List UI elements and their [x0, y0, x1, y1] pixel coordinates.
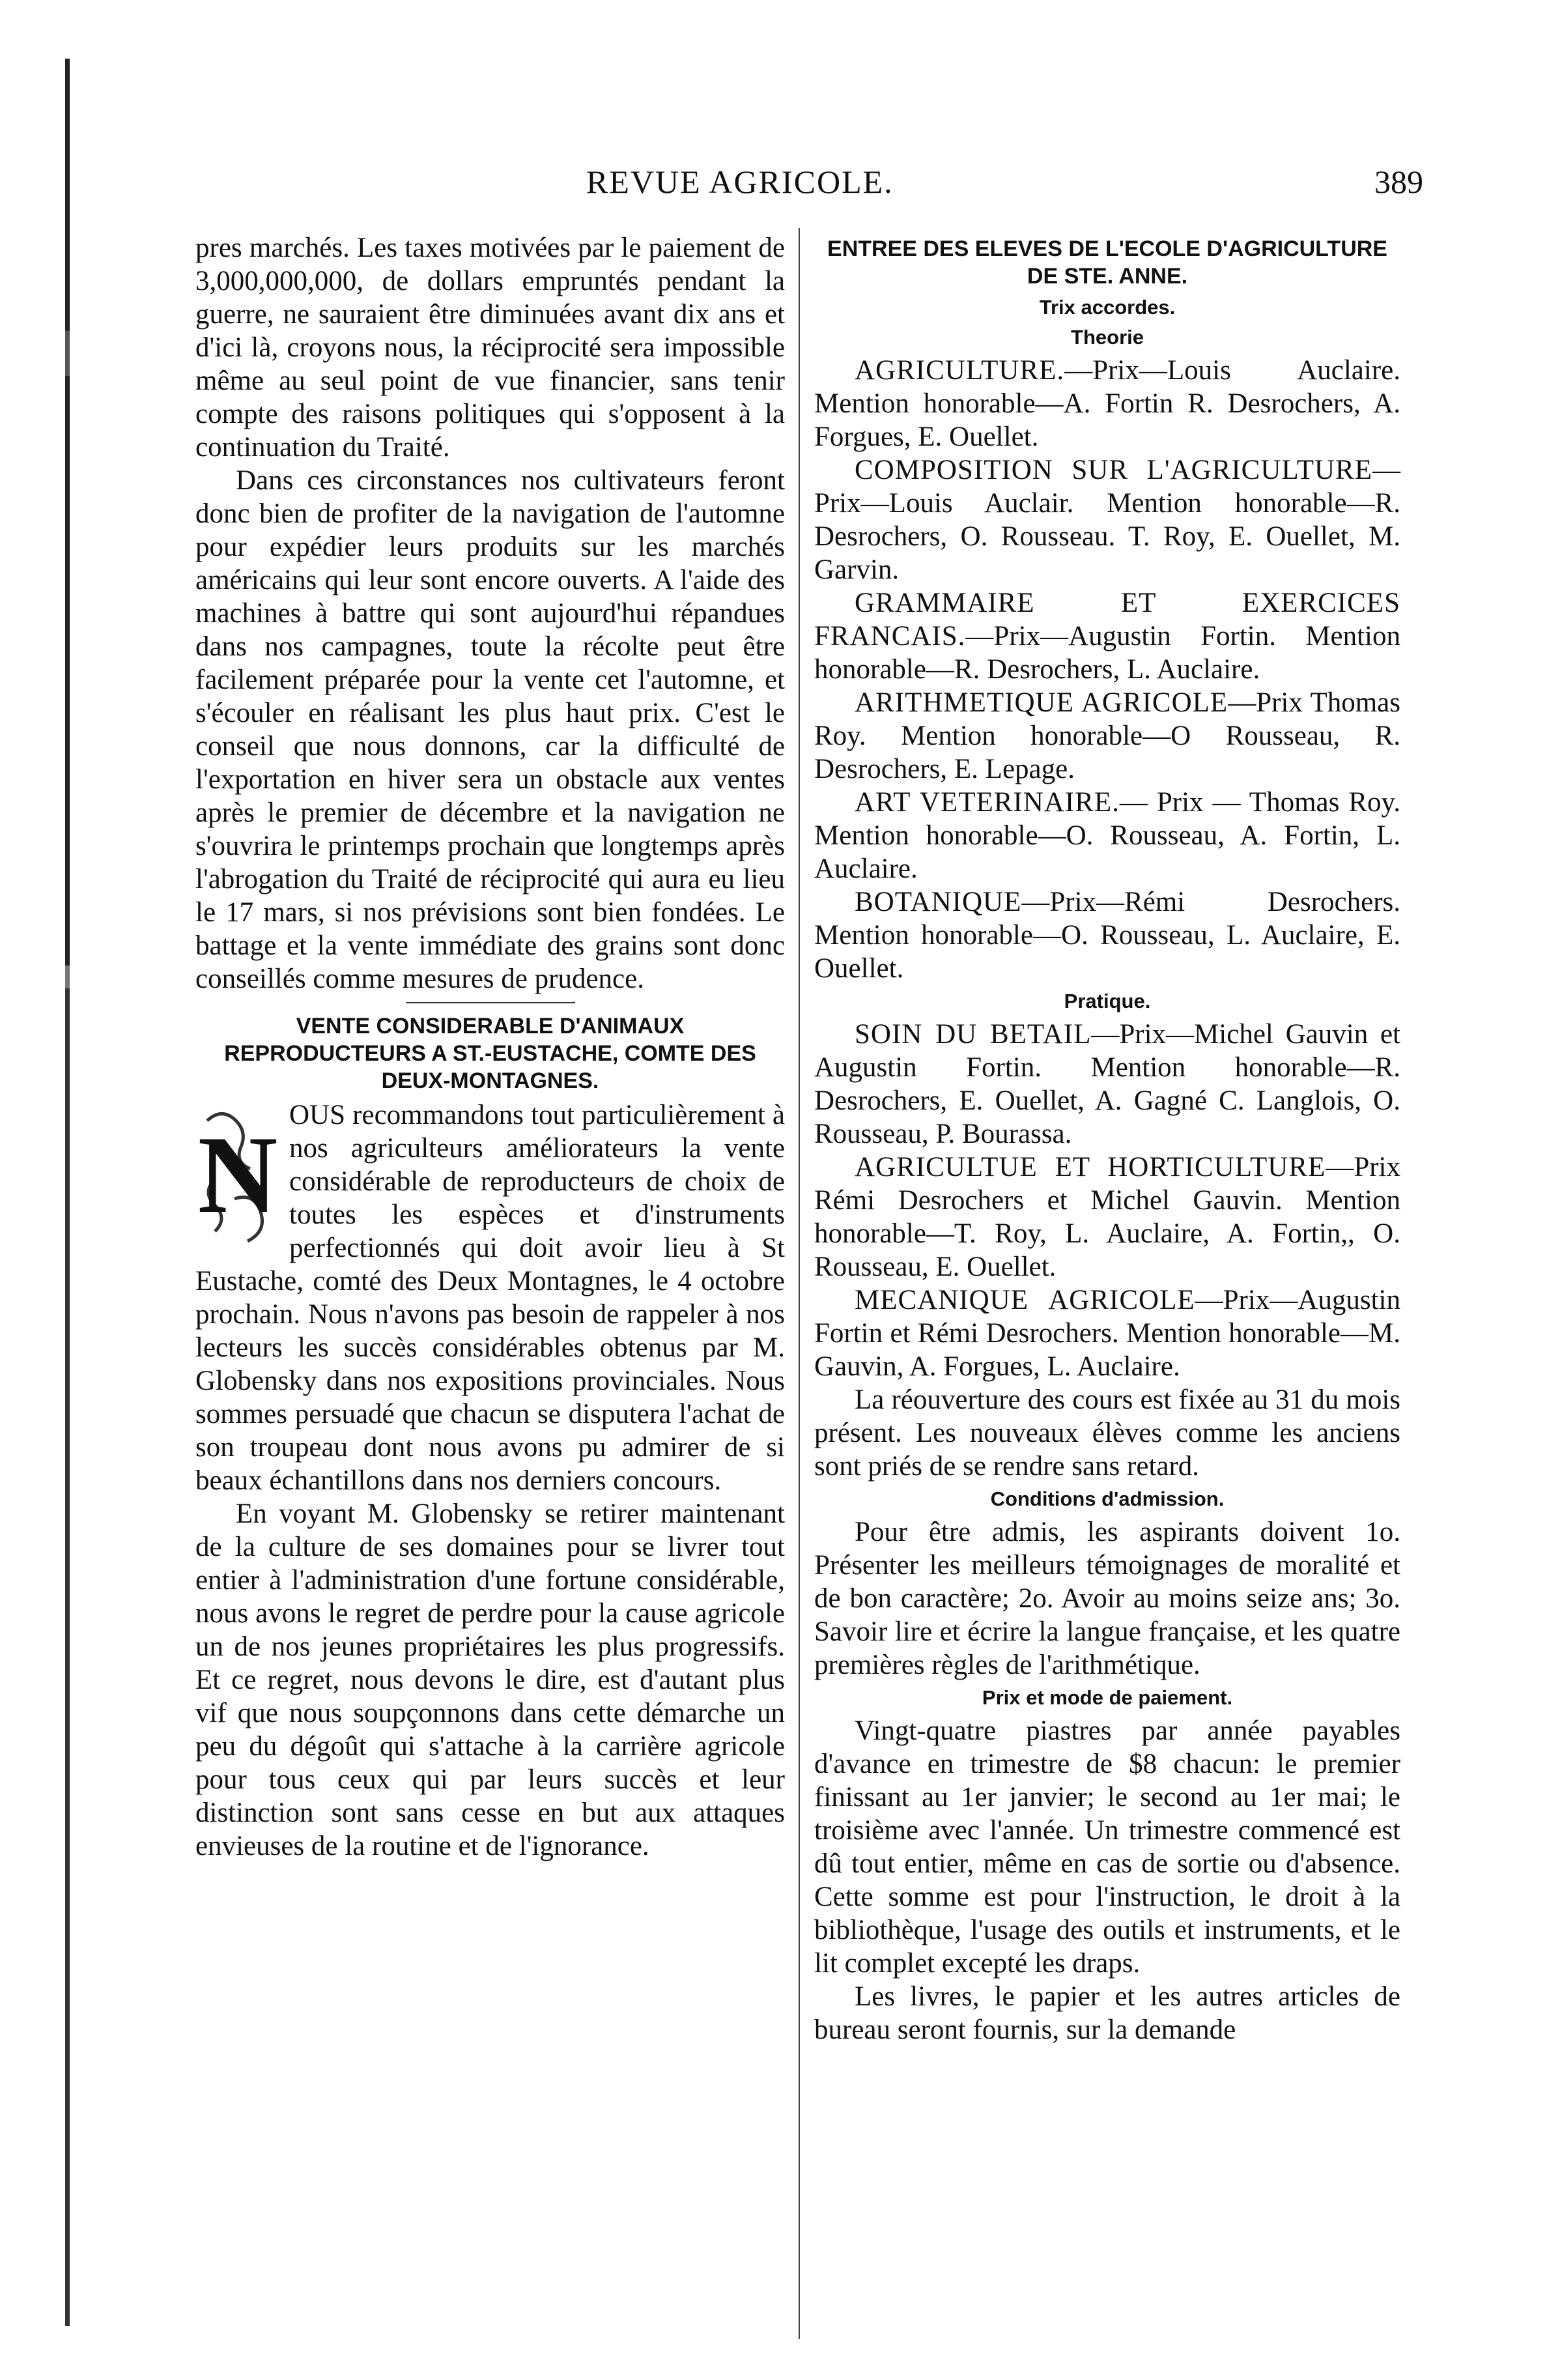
entry-text: —Prix—Michel Gauvin et Augustin Fortin. Mention honorable—R. Desrochers, E. Ouellet, A. Gagné C. Langlois, O. Rousseau, P. Bourassa.: [814, 1019, 1400, 1149]
left-column: [195, 231, 785, 1863]
subheading: Trix accordes.: [1039, 296, 1176, 319]
prize-entry: [814, 1151, 1400, 1283]
prize-entry: [814, 885, 1400, 985]
paragraph: OUS recommandons tout particulièrement à nos agriculteurs améliorateurs la vente considérable de reproducteurs de choix de toutes les espèces et d'instruments perfectionnés qui doit avoir lieu à St Eustache, comté des Deux Montagnes, le 4 octobre prochain. Nous n'avons pas besoin de rappeler à nos lecteurs les succès considérables obtenus par M. Globensky dans nos expositions provinciales. Nous sommes persuadé que chacun se disputera l'achat de son troupeau dont nous avons pu admirer de si beaux échantillons dans nos derniers concours.: [195, 1100, 785, 1496]
paragraph: pres marchés. Les taxes motivées par le paiement de 3,000,000,000, de dollars empruntés pendant la guerre, ne sauraient être diminuées avant dix ans et d'ici là, croyons nous, la réciprocité sera impossible même au seul point de vue financier, sans tenir compte des raisons politiques qui s'opposent à la continuation du Traité.: [195, 233, 785, 463]
entry-text: —Prix Rémi Desrochers et Michel Gauvin. Mention honorable—T. Roy, L. Auclaire, A. Fortin,, O. Rousseau, E. Ouellet.: [814, 1152, 1400, 1282]
subheading: Prix et mode de paiement.: [982, 1686, 1233, 1709]
prize-entry: [814, 1283, 1400, 1383]
subheading: Conditions d'admission.: [990, 1487, 1225, 1510]
entry-label: GRAMMAIRE ET EXERCICES FRANCAIS.: [814, 588, 1400, 652]
paragraph: En voyant M. Globensky se retirer maintenant de la culture de ses domaines pour se livrer tout entier à l'administration d'une fortune considérable, nous avons le regret de perdre pour la cause agricole un de nos jeunes propriétaires les plus progressifs. Et ce regret, nous devons le dire, est d'autant plus vif que nous soupçonnons dans cette démarche un peu du dégoût qui s'attache à la carrière agricole pour tous ceux qui par leurs succès et leur distinction sont sans cesse en but aux attaques envieuses de la routine et de l'ignorance.: [195, 1498, 785, 1861]
entry-text: —Prix Thomas Roy. Mention honorable—O Rousseau, R. Desrochers, E. Lepage.: [814, 687, 1400, 784]
entry-label: ARITHMETIQUE AGRICOLE: [855, 687, 1228, 718]
subheading: Pratique.: [1064, 990, 1151, 1012]
entry-text: —Prix—Augustin Fortin et Rémi Desrochers. Mention honorable—M. Gauvin, A. Forgues, L. Auclaire.: [814, 1285, 1400, 1382]
prize-entry: [814, 686, 1400, 786]
entry-label: AGRICULTURE.: [855, 355, 1065, 386]
right-column: [814, 231, 1400, 2046]
entry-label: COMPOSITION SUR L'AGRICULTURE: [855, 455, 1372, 485]
initial-letter: N: [197, 1113, 278, 1236]
paragraph: Dans ces circonstances nos cultivateurs feront donc bien de profiter de la navigation de l'automne pour expédier leurs produits sur les marchés américains qui leur sont encore ouverts. A l'aide des machines à battre qui sont aujourd'hui répandues dans nos campagnes, toute la récolte peut être facilement préparée pour la vente cet l'automne, et s'écouler en réalisant les plus haut prix. C'est le conseil que nous donnons, car la difficulté de l'exportation en hiver sera un obstacle aux ventes après le premier de décembre et la navigation ne s'ouvrira le printemps prochain que longtemps après l'abrogation du Traité de réciprocité qui aura eu lieu le 17 mars, si nos prévisions sont bien fondées. Le battage et la vente immédiate des grains sont donc conseillés comme mesures de prudence.: [195, 465, 785, 994]
page-number: 389: [1374, 164, 1423, 200]
page-edge-shadow: [65, 59, 70, 2326]
section-rule: [406, 1002, 575, 1003]
entry-text: —Prix—Rémi Desrochers. Mention honorable—O. Rousseau, L. Auclaire, E. Ouellet.: [814, 887, 1400, 984]
prize-entry: [814, 354, 1400, 453]
prize-entry: [814, 453, 1400, 586]
entry-text: —Prix—Louis Auclair. Mention honorable—R. Desrochers, O. Rousseau. T. Roy, E. Ouellet, M. Garvin.: [814, 455, 1400, 585]
section-heading: ENTREE DES ELEVES DE L'ECOLE D'AGRICULTURE DE STE. ANNE.: [827, 237, 1387, 289]
subheading: Theorie: [1071, 326, 1144, 349]
entry-text: —Prix—Augustin Fortin. Mention honorable—R. Desrochers, L. Auclaire.: [814, 621, 1400, 685]
paragraph: Pour être admis, les aspirants doivent 1o. Présenter les meilleurs témoignages de moralité et de bon caractère; 2o. Avoir au moins seize ans; 3o. Savoir lire et écrire la langue française, et les quatre premières règles de l'arithmétique.: [814, 1517, 1400, 1680]
entry-label: SOIN DU BETAIL: [855, 1019, 1092, 1050]
prize-entry: [814, 586, 1400, 686]
entry-label: BOTANIQUE: [855, 887, 1022, 917]
section-heading: VENTE CONSIDERABLE D'ANIMAUX REPRODUCTEURS A ST.-EUSTACHE, COMTE DES DEUX-MONTAGNES.: [224, 1014, 756, 1093]
prize-entry: [814, 1018, 1400, 1151]
article-body: [195, 1098, 785, 1497]
entry-text: —Prix—Louis Auclaire. Mention honorable—A. Fortin R. Desrochers, A. Forgues, E. Ouellet.: [814, 355, 1400, 452]
column-divider: [799, 228, 800, 2339]
running-head: [195, 163, 1423, 202]
paragraph: La réouverture des cours est fixée au 31 du mois présent. Les nouveaux élèves comme les anciens sont priés de se rendre sans retard.: [814, 1384, 1400, 1482]
prize-entry: [814, 786, 1400, 885]
entry-label: ART VETERINAIRE.: [855, 787, 1120, 818]
entry-text: — Prix — Thomas Roy. Mention honorable—O. Rousseau, A. Fortin, L. Auclaire.: [814, 787, 1400, 884]
paragraph: Vingt-quatre piastres par année payables d'avance en trimestre de $8 chacun: le premier finissant au 1er janvier; le second au 1er mai; le troisième avec l'année. Un trimestre commencé est dû tout entier, même en cas de sortie ou d'absence. Cette somme est pour l'instruction, le droit à la bibliothèque, l'usage des outils et instruments, et le lit complet excepté les draps.: [814, 1715, 1400, 1979]
entry-label: AGRICULTUE ET HORTICULTURE: [855, 1152, 1326, 1183]
ornamental-initial: [195, 1101, 280, 1255]
journal-title: REVUE AGRICOLE.: [586, 164, 894, 200]
entry-label: MECANIQUE AGRICOLE: [855, 1285, 1195, 1315]
paragraph: Les livres, le papier et les autres articles de bureau seront fournis, sur la demande: [814, 1981, 1400, 2045]
